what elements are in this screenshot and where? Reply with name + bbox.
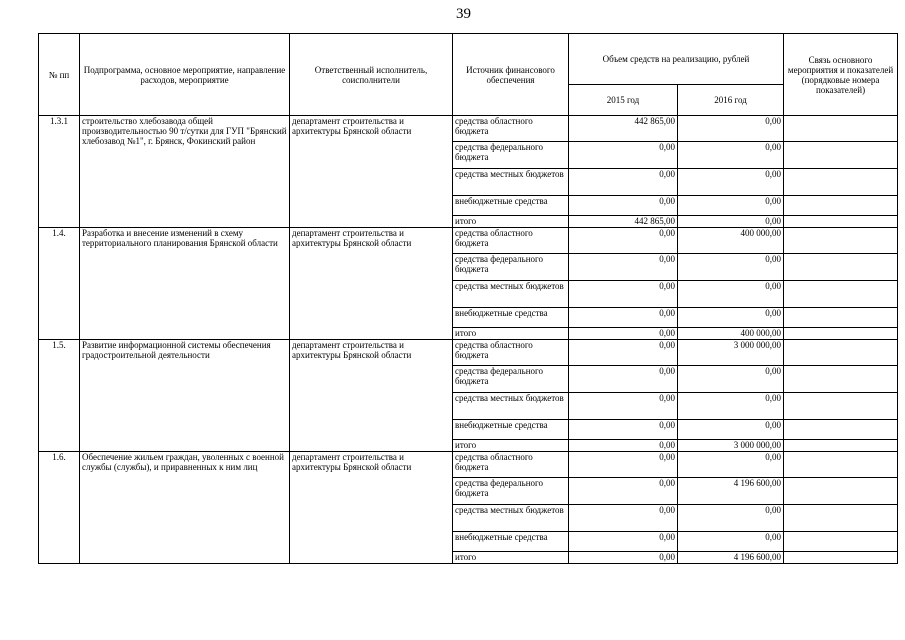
executor-name: департамент строительства и архитектуры Брянской области	[290, 116, 453, 228]
funding-source: внебюджетные средства	[453, 420, 569, 440]
amount-2015: 0,00	[569, 196, 678, 216]
amount-2016: 0,00	[678, 254, 784, 281]
amount-2016: 0,00	[678, 420, 784, 440]
header-year-2016: 2016 год	[678, 85, 784, 116]
header-link: Связь основного мероприятия и показателей (порядковые номера показателей)	[784, 34, 898, 116]
amount-2016: 0,00	[678, 142, 784, 169]
funding-source: средства областного бюджета	[453, 340, 569, 366]
amount-2016: 0,00	[678, 366, 784, 393]
indicator-link	[784, 196, 898, 216]
table-body	[39, 116, 898, 564]
indicator-link	[784, 393, 898, 420]
header-source: Источник финансового обеспечения	[453, 34, 569, 116]
table-row	[39, 228, 898, 254]
row-number: 1.4.	[39, 228, 80, 340]
funding-source: внебюджетные средства	[453, 196, 569, 216]
amount-2016: 0,00	[678, 505, 784, 532]
table-row	[39, 116, 898, 142]
amount-2015: 0,00	[569, 254, 678, 281]
amount-2016: 0,00	[678, 393, 784, 420]
amount-2015: 0,00	[569, 478, 678, 505]
funding-source: средства местных бюджетов	[453, 505, 569, 532]
amount-2016: 0,00	[678, 452, 784, 478]
row-number: 1.6.	[39, 452, 80, 564]
indicator-link	[784, 340, 898, 366]
indicator-link	[784, 228, 898, 254]
program-name: Развитие информационной системы обеспечения градостроительной деятельности	[80, 340, 290, 452]
funding-source: средства местных бюджетов	[453, 393, 569, 420]
indicator-link	[784, 505, 898, 532]
amount-2015: 0,00	[569, 393, 678, 420]
funding-source: средства федерального бюджета	[453, 254, 569, 281]
funding-source: итого	[453, 216, 569, 228]
header-program: Подпрограмма, основное мероприятие, направление расходов, мероприятие	[80, 34, 290, 116]
funding-source: итого	[453, 328, 569, 340]
budget-table	[38, 33, 898, 564]
amount-2015: 0,00	[569, 308, 678, 328]
amount-2016: 3 000 000,00	[678, 340, 784, 366]
indicator-link	[784, 308, 898, 328]
amount-2015: 0,00	[569, 420, 678, 440]
funding-source: внебюджетные средства	[453, 532, 569, 552]
program-name: строительство хлебозавода общей производительностью 90 т/сутки для ГУП "Брянский хлебозавод №1", г. Брянск, Фокинский район	[80, 116, 290, 228]
amount-2016: 400 000,00	[678, 228, 784, 254]
amount-2015: 0,00	[569, 340, 678, 366]
indicator-link	[784, 142, 898, 169]
amount-2016: 0,00	[678, 281, 784, 308]
amount-2015: 0,00	[569, 452, 678, 478]
amount-2016: 400 000,00	[678, 328, 784, 340]
amount-2015: 0,00	[569, 552, 678, 564]
indicator-link	[784, 169, 898, 196]
row-number: 1.5.	[39, 340, 80, 452]
funding-source: средства местных бюджетов	[453, 169, 569, 196]
amount-2015: 442 865,00	[569, 216, 678, 228]
indicator-link	[784, 116, 898, 142]
indicator-link	[784, 420, 898, 440]
amount-2015: 0,00	[569, 505, 678, 532]
indicator-link	[784, 254, 898, 281]
table-row	[39, 340, 898, 366]
executor-name: департамент строительства и архитектуры Брянской области	[290, 452, 453, 564]
amount-2015: 0,00	[569, 328, 678, 340]
table-row	[39, 452, 898, 478]
page-number: 39	[456, 6, 471, 22]
amount-2016: 0,00	[678, 308, 784, 328]
header-year-2015: 2015 год	[569, 85, 678, 116]
funding-source: средства областного бюджета	[453, 116, 569, 142]
amount-2016: 3 000 000,00	[678, 440, 784, 452]
amount-2015: 0,00	[569, 169, 678, 196]
amount-2015: 0,00	[569, 142, 678, 169]
executor-name: департамент строительства и архитектуры Брянской области	[290, 228, 453, 340]
amount-2015: 0,00	[569, 532, 678, 552]
funding-source: средства федерального бюджета	[453, 366, 569, 393]
amount-2015: 0,00	[569, 366, 678, 393]
funding-source: итого	[453, 552, 569, 564]
indicator-link	[784, 216, 898, 228]
funding-source: средства федерального бюджета	[453, 142, 569, 169]
row-number: 1.3.1	[39, 116, 80, 228]
amount-2016: 4 196 600,00	[678, 478, 784, 505]
header-executor: Ответственный исполнитель, соисполнители	[290, 34, 453, 116]
funding-source: внебюджетные средства	[453, 308, 569, 328]
indicator-link	[784, 452, 898, 478]
amount-2016: 4 196 600,00	[678, 552, 784, 564]
program-name: Разработка и внесение изменений в схему территориального планирования Брянской области	[80, 228, 290, 340]
funding-source: средства областного бюджета	[453, 452, 569, 478]
amount-2015: 442 865,00	[569, 116, 678, 142]
amount-2015: 0,00	[569, 440, 678, 452]
amount-2016: 0,00	[678, 532, 784, 552]
amount-2015: 0,00	[569, 228, 678, 254]
indicator-link	[784, 440, 898, 452]
indicator-link	[784, 366, 898, 393]
executor-name: департамент строительства и архитектуры Брянской области	[290, 340, 453, 452]
indicator-link	[784, 478, 898, 505]
funding-source: итого	[453, 440, 569, 452]
indicator-link	[784, 328, 898, 340]
program-name: Обеспечение жильем граждан, уволенных с военной службы (службы), и приравненных к ним лиц	[80, 452, 290, 564]
amount-2016: 0,00	[678, 196, 784, 216]
indicator-link	[784, 532, 898, 552]
amount-2016: 0,00	[678, 169, 784, 196]
funding-source: средства федерального бюджета	[453, 478, 569, 505]
amount-2016: 0,00	[678, 216, 784, 228]
header-num: № пп	[39, 34, 80, 116]
indicator-link	[784, 552, 898, 564]
amount-2015: 0,00	[569, 281, 678, 308]
header-volume: Объем средств на реализацию, рублей	[569, 34, 784, 85]
indicator-link	[784, 281, 898, 308]
funding-source: средства местных бюджетов	[453, 281, 569, 308]
amount-2016: 0,00	[678, 116, 784, 142]
funding-source: средства областного бюджета	[453, 228, 569, 254]
